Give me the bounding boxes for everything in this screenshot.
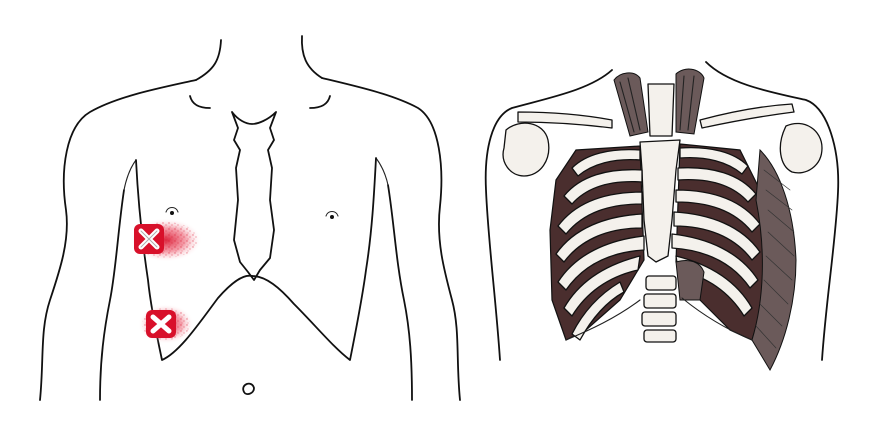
left-armpit	[124, 160, 136, 190]
right-shoulder-arm-outline	[322, 78, 460, 400]
left-arm-inner	[100, 190, 124, 400]
right-humeral-head	[780, 123, 822, 172]
right-armpit	[376, 158, 388, 185]
navel	[243, 384, 254, 394]
neck-right-line	[302, 36, 322, 78]
x-cross-icon	[146, 310, 176, 338]
trigger-point-lower	[138, 304, 194, 344]
trigger-point-upper	[130, 218, 202, 262]
right-clavicle-mark	[310, 96, 330, 108]
sternum-outline	[232, 112, 276, 280]
right-clavicle	[700, 104, 794, 128]
left-nipple-dot	[170, 211, 174, 215]
neck-muscle-left	[614, 73, 648, 136]
left-clavicle-mark	[190, 96, 210, 108]
x-cross-icon	[134, 224, 164, 254]
neck-left-line	[196, 40, 221, 80]
diaphragm-shadow	[676, 260, 704, 300]
left-humeral-head	[503, 123, 549, 176]
trachea	[648, 84, 674, 136]
right-nipple-dot	[330, 215, 334, 219]
rib-cage-panel	[486, 62, 839, 370]
body-outline-panel	[40, 36, 460, 400]
lumbar-spine	[642, 276, 676, 342]
right-arm-inner	[388, 185, 412, 400]
